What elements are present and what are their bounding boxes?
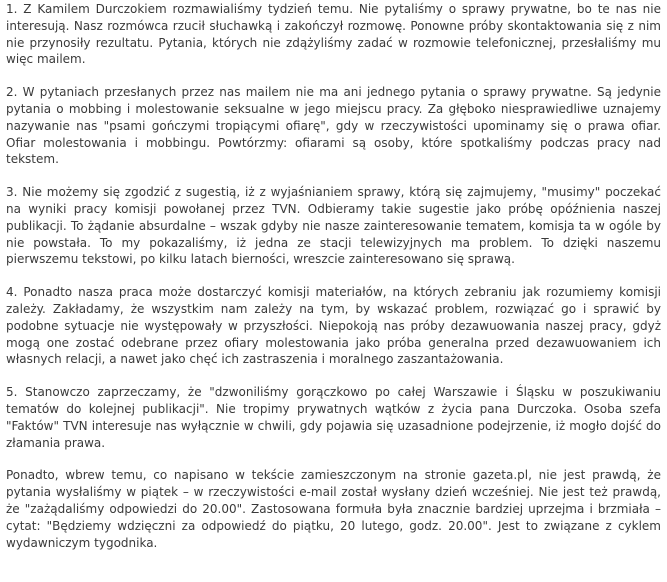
paragraph-4: 4. Ponadto nasza praca może dostarczyć komisji materiałów, na których zebraniu jak rozumiemy komisji zależy. Zakładamy, że wszystkim nam zależy na tym, by wskazać problem, rozwiązać go i sprawić by podobne sytuacje nie występowały w przyszłości. Niepokoją nas próby dezawuowania naszej pracy, gdyż mogą one zostać odebrane przez ofiary molestowania jako próba generalna przed dezawuowaniem ich własnych relacji, a nawet jako chęć ich zastraszenia i moralnego zaszantażowania. — [6, 285, 661, 367]
paragraph-5: 5. Stanowczo zaprzeczamy, że "dzwoniliśmy gorączkowo po całej Warszawie i Śląsku w poszukiwaniu tematów do kolejnej publikacji". Nie tropimy prywatnych wątków z życia pana Durczoka. Osoba szefa "Faktów" TVN interesuje nas wyłącznie w chwili, gdy pojawia się uzasadnione podejrzenie, iż mogło dojść do złamania prawa. — [6, 385, 661, 450]
paragraph-3: 3. Nie możemy się zgodzić z sugestią, iż z wyjaśnianiem sprawy, którą się zajmujemy, "musimy" poczekać na wyniki pracy komisji powołanej przez TVN. Odbieramy takie sugestie jako próbę opóźnienia naszej publikacji. To żądanie absurdalne – wszak gdyby nie nasze zainteresowanie tematem, komisja ta w ogóle by nie powstała. To my pokazaliśmy, iż jedna ze stacji telewizyjnych ma problem. To dzięki naszemu pierwszemu tekstowi, po kilku latach bierności, wreszcie zainteresowano się sprawą. — [6, 185, 661, 267]
paragraph-6: Ponadto, wbrew temu, co napisano w tekście zamieszczonym na stronie gazeta.pl, nie jest prawdą, że pytania wysłaliśmy w piątek – w rzeczywistości e-mail został wysłany dzień wcześniej. Nie jest też prawdą, że "zażądaliśmy odpowiedzi do 20.00". Zastosowana formuła była znacznie bardziej uprzejma i brzmiała – cytat: "Będziemy wdzięczni za odpowiedź do piątku, 20 lutego, godz. 20.00". Jest to związane z cyklem wydawniczym tygodnika. — [6, 468, 661, 550]
statement-document — [0, 1, 667, 582]
paragraph-2: 2. W pytaniach przesłanych przez nas mailem nie ma ani jednego pytania o sprawy prywatne. Są jedynie pytania o mobbing i molestowanie seksualne w jego miejscu pracy. Za głęboko niesprawiedliwe uznajemy nazywanie nas "psami gończymi tropiącymi ofiarę", gdy w rzeczywistości upominamy się o prawa ofiar. Ofiar molestowania i mobbingu. Powtórzmy: ofiarami są osoby, które spotkaliśmy podczas pracy nad tekstem. — [6, 85, 661, 167]
paragraph-1: 1. Z Kamilem Durczokiem rozmawialiśmy tydzień temu. Nie pytaliśmy o sprawy prywatne, bo te nas nie interesują. Nasz rozmówca rzucił słuchawką i zakończył rozmowę. Ponowne próby skontaktowania się z nim nie przynosiły rezultatu. Pytania, których nie zdążyliśmy zadać w rozmowie telefonicznej, przesłaliśmy mu więc mailem. — [6, 2, 661, 67]
